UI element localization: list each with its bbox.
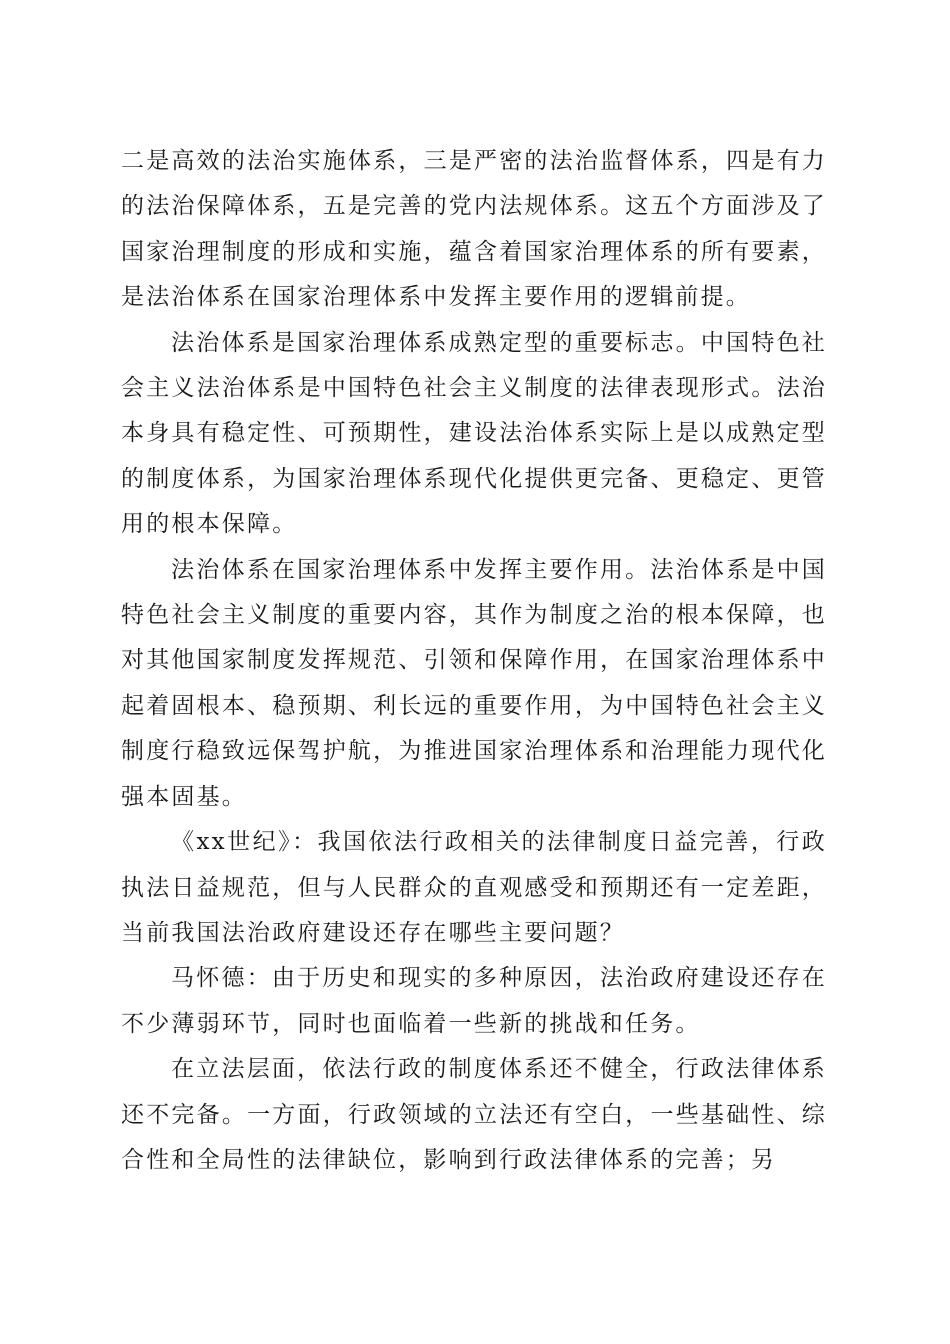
paragraph-interview-question: 《xx世纪》：我国依法行政相关的法律制度日益完善，行政执法日益规范，但与人民群众的直观感受和预期还有一定差距，当前我国法治政府建设还存在哪些主要问题？: [121, 829, 827, 946]
paragraph-interview-answer: 马怀德：由于历史和现实的多种原因，法治政府建设还存在不少薄弱环节，同时也面临着一些新的挑战和任务。: [121, 965, 827, 1037]
paragraph-continued: 二是高效的法治实施体系，三是严密的法治监督体系，四是有力的法治保障体系，五是完善的党内法规体系。这五个方面涉及了国家治理制度的形成和实施，蕴含着国家治理体系的所有要素，是法治体系在国家治理体系中发挥主要作用的逻辑前提。: [121, 148, 827, 311]
paragraph-legal-system-role: 法治体系在国家治理体系中发挥主要作用。法治体系是中国特色社会主义制度的重要内容，其作为制度之治的根本保障，也对其他国家制度发挥规范、引领和保障作用，在国家治理体系中起着固根本、稳预期、利长远的重要作用，为中国特色社会主义制度行稳致远保驾护航，为推进国家治理体系和治理能力现代化强本固基。: [121, 556, 827, 810]
paragraph-legislation-level: 在立法层面，依法行政的制度体系还不健全，行政法律体系还不完备。一方面，行政领域的立法还有空白，一些基础性、综合性和全局性的法律缺位，影响到行政法律体系的完善；另: [121, 1056, 827, 1173]
document-body: [121, 139, 827, 1183]
paragraph-legal-system-maturity: 法治体系是国家治理体系成熟定型的重要标志。中国特色社会主义法治体系是中国特色社会主义制度的法律表现形式。法治本身具有稳定性、可预期性，建设法治体系实际上是以成熟定型的制度体系，为国家治理体系现代化提供更完备、更稳定、更管用的根本保障。: [121, 329, 827, 538]
